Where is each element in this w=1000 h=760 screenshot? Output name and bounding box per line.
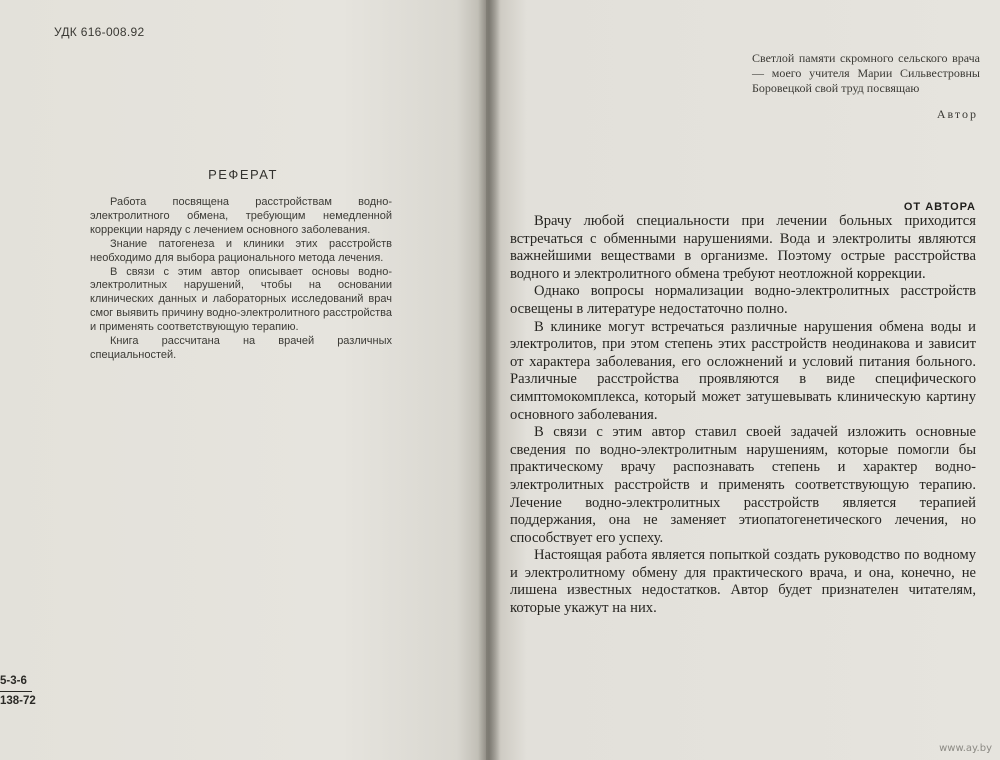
preface-paragraph: Однако вопросы нормализации водно-электролитных расстройств освещены в литературе недостаточно полно.	[510, 283, 976, 317]
referat-paragraph: Знание патогенеза и клиники этих расстройств необходимо для выбора рационального метода лечения.	[90, 237, 392, 264]
dedication-author: Автор	[936, 107, 978, 121]
catalog-code-bottom: 138-72	[0, 695, 36, 707]
referat-paragraph: В связи с этим автор описывает основы водно-электролитных нарушений, чтобы на основании клинических данных и лабораторных исследований врач смог выявить причину водно-электролитного расстройства и применять соответствующую терапию.	[90, 265, 393, 334]
referat-title: РЕФЕРАТ	[208, 167, 278, 182]
book-gutter	[478, 0, 500, 760]
preface-paragraph: Настоящая работа является попыткой создать руководство по водному и электролитному обмену для практического врача, и она, конечно, не лишена известных недостатков. Автор будет признателен читателям, которые укажут на них.	[510, 547, 976, 617]
udk-code: УДК 616-008.92	[54, 25, 145, 39]
watermark: www.ay.by	[939, 743, 992, 754]
dedication-text: Светлой памяти скромного сельского врача — моего учителя Марии Сильвестровны Боровецкой свой труд посвящаю	[752, 51, 980, 95]
referat-paragraph: Работа посвящена расстройствам водно-электролитного обмена, требующим немедленной коррекции наряду с лечением основного заболевания.	[90, 196, 392, 236]
preface-body	[510, 213, 976, 618]
left-page	[0, 0, 486, 760]
fraction-rule	[0, 691, 32, 692]
catalog-code-top: 5-3-6	[0, 675, 27, 687]
section-title: ОТ АВТОРА	[903, 201, 976, 213]
preface-paragraph: В клинике могут встречаться различные нарушения обмена воды и электролитов, при этом степень этих расстройств неодинакова и зависит от характера заболевания, его осложнений и условий питания больного. Различные расстройства проявляются в виде специфического симптомокомплекса, который может затушевывать клиническую картину основного заболевания.	[510, 318, 976, 423]
preface-paragraph: Врачу любой специальности при лечении больных приходится встречаться с обменными нарушениями. Вода и электролиты являются важнейшими веществами в организме. Поэтому острые расстройства водного и электролитного обмена требуют неотложной коррекции.	[510, 213, 976, 282]
catalog-codes	[0, 673, 36, 710]
preface-paragraph: В связи с этим автор ставил своей задачей изложить основные сведения по водно-электролитным нарушениям, которые помогли бы практическому врачу распознавать степень и характер водно-электролитных расстройств и применять соответствующую терапию. Лечение водно-электролитных расстройств является терапией поддержания, она не заменяет этиопатогенетического лечения, но способствует его успеху.	[510, 424, 976, 546]
referat-body	[90, 196, 392, 363]
referat-paragraph: Книга рассчитана на врачей различных специальностей.	[90, 335, 392, 361]
